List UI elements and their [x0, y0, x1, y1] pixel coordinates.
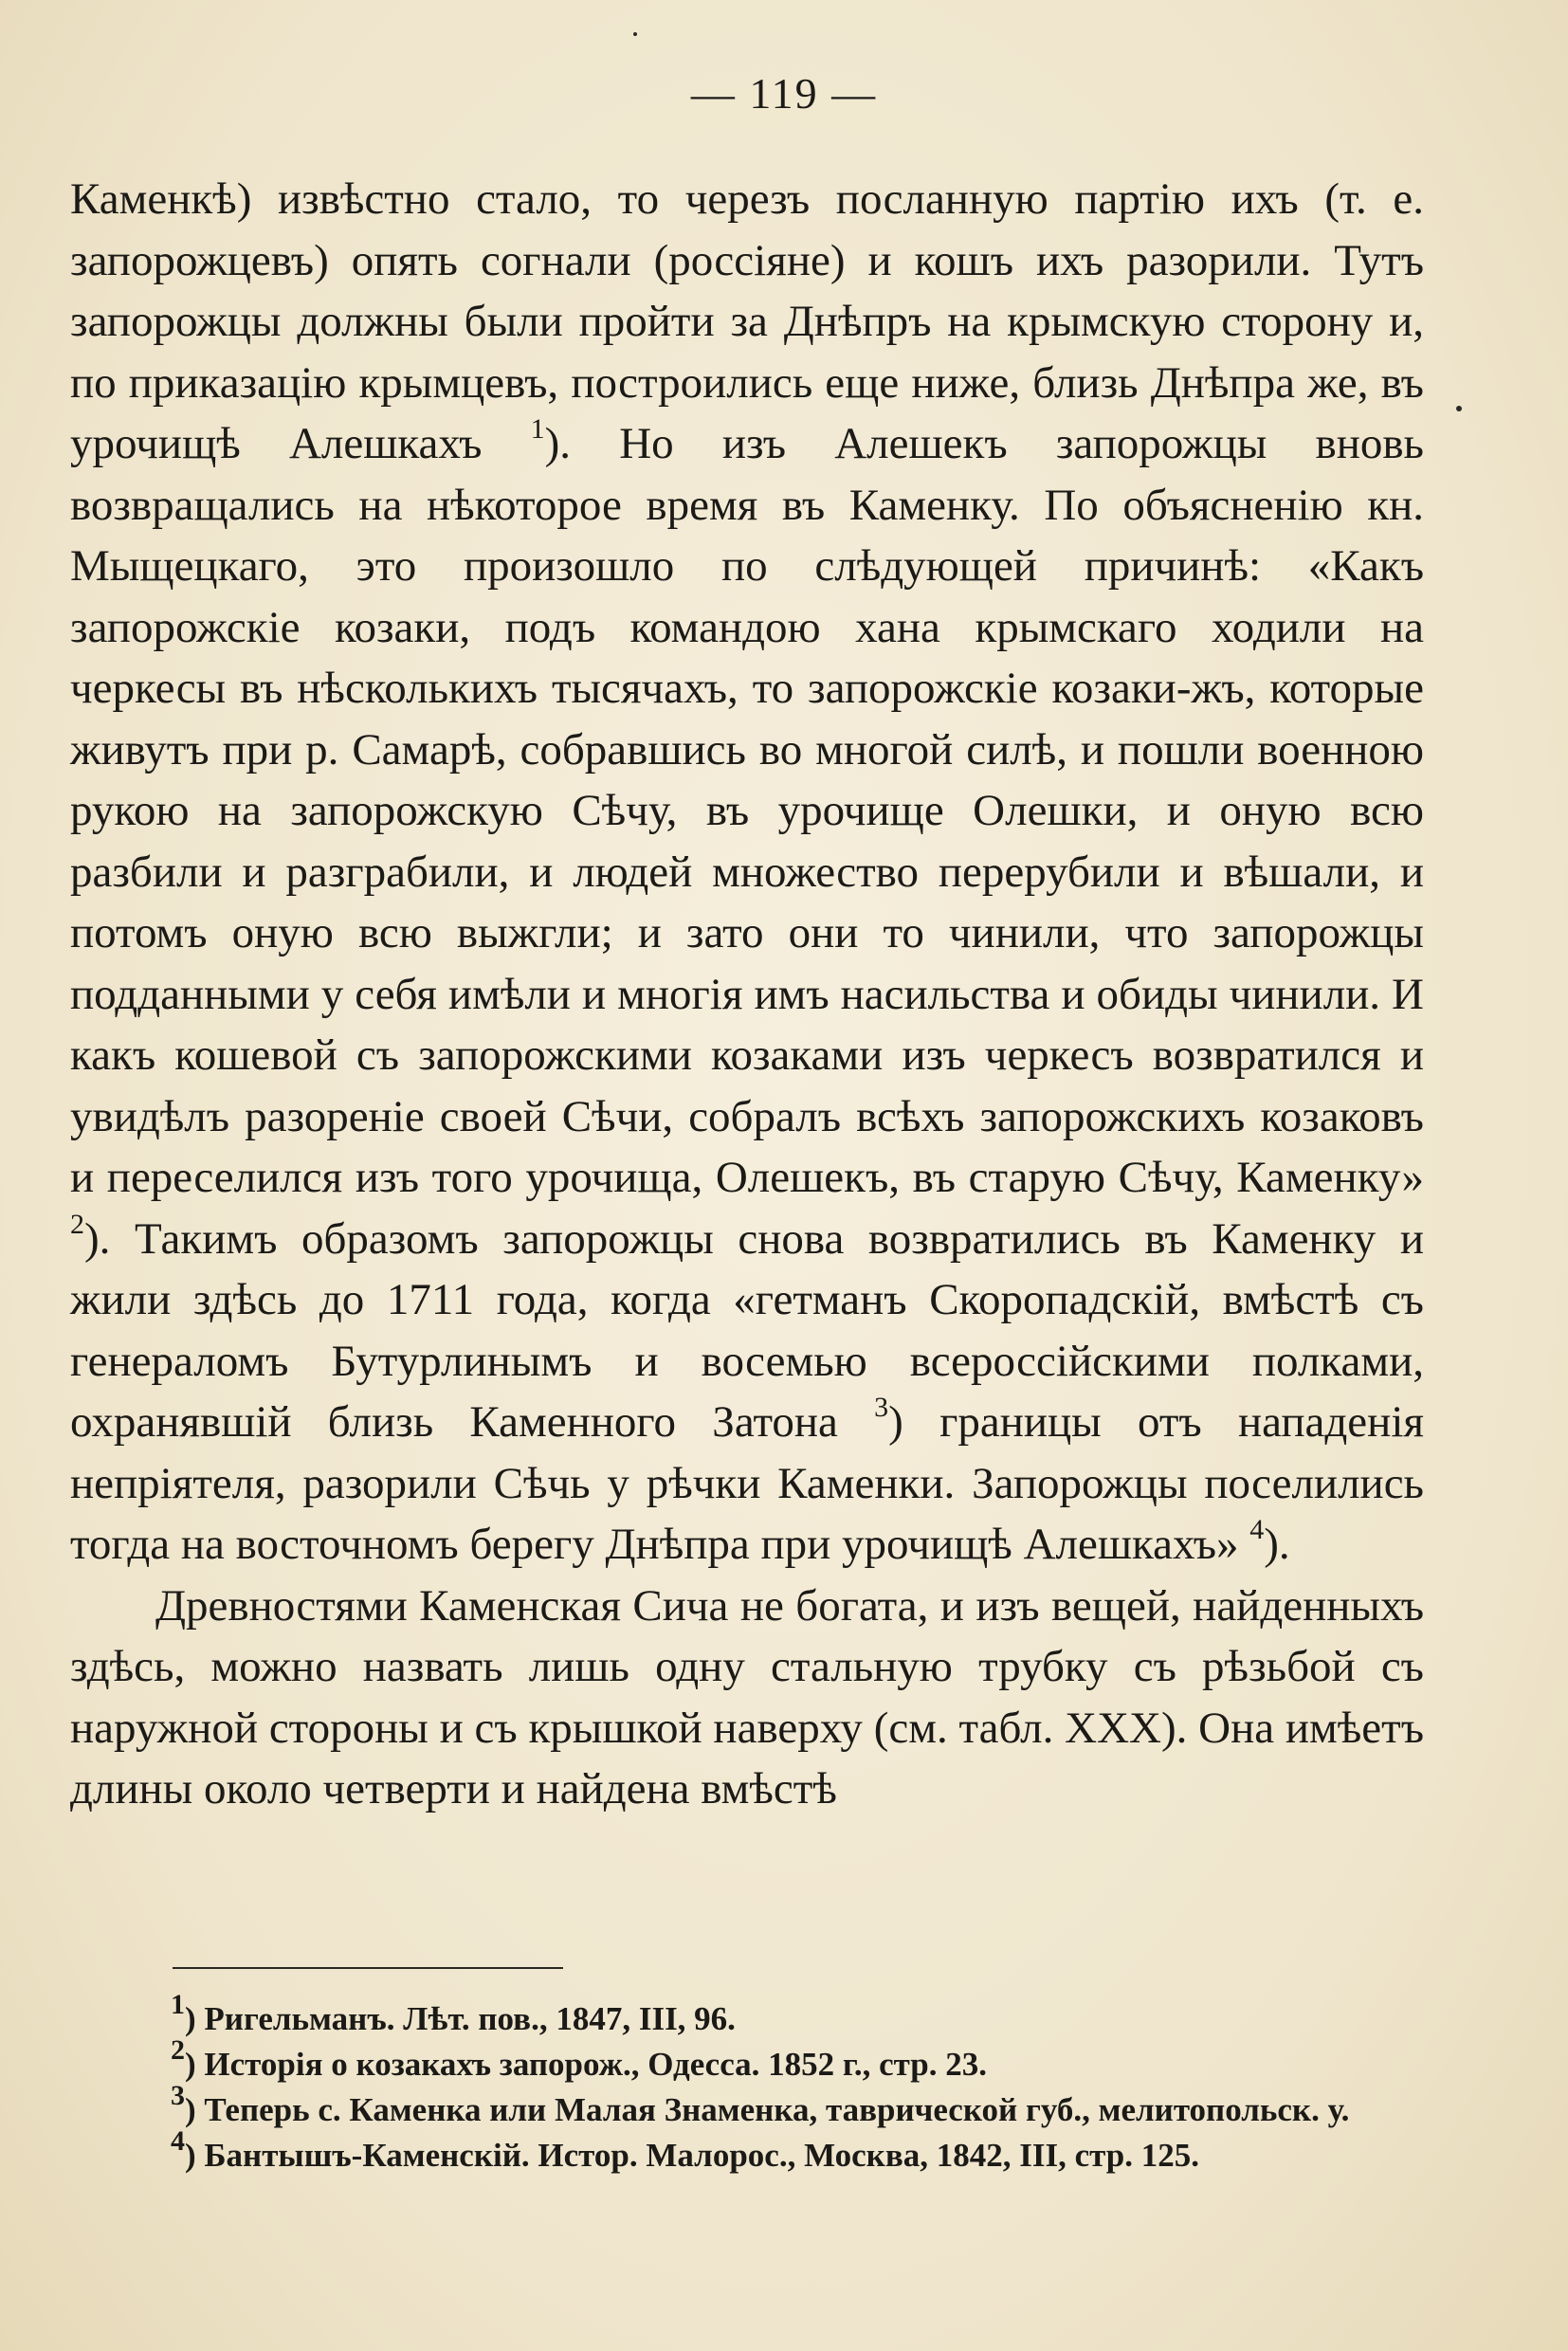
paragraph-1 [70, 169, 1424, 1576]
paragraph-1-part-4: ) границы отъ нападенія непріятеля, разорили Сѣчь у рѣчки Каменки. Запорожцы поселились тогда на восточномъ берегу Днѣпра при урочищѣ Алешкахъ» [70, 1397, 1424, 1569]
main-text [70, 169, 1424, 1820]
paragraph-1-part-3: ). Такимъ образомъ запорожцы снова возвратились въ Каменку и жили здѣсь до 1711 года, когда «гетманъ Скоропадскій, вмѣстѣ съ генераломъ Бутурлинымъ и восемью всероссійскими полками, охранявшій близь Каменного Затона [70, 1213, 1424, 1447]
footnote-ref-2: 2 [70, 1208, 84, 1240]
footnote-mark-3: 3 [171, 2080, 185, 2112]
footnote-mark-4: 4 [171, 2125, 185, 2158]
paragraph-2: Древностями Каменская Сича не богата, и изъ вещей, найденныхъ здѣсь, можно назвать лишь одну стальную трубку съ рѣзьбой съ наружной стороны и съ крышкой наверху (см. табл. XXX). Она имѣетъ длины около четверти и найдена вмѣстѣ [70, 1580, 1424, 1813]
footnote-text-2: ) Исторія о козакахъ запорож., Одесса. 1852 г., стр. 23. [185, 2046, 987, 2083]
paragraph-1-part-5: ). [1264, 1520, 1290, 1569]
footnote-text-3: ) Теперь с. Каменка или Малая Знаменка, таврической губ., мелитопольск. у. [185, 2091, 1350, 2128]
footnote-ref-4: 4 [1249, 1514, 1265, 1546]
page-number: — 119 — [690, 69, 878, 118]
paragraph-1-part-1: Каменкѣ) извѣстно стало, то черезъ посланную партію ихъ (т. е. запорожцевъ) опять согнали (россіяне) и кошъ ихъ разорили. Тутъ запорожцы должны были пройти за Днѣпръ на крымскую сторону и, по приказацію крымцевъ, построились еще ниже, близь Днѣпра же, въ урочищѣ Алешкахъ [70, 174, 1424, 468]
footnote-ref-3: 3 [874, 1392, 889, 1424]
paragraph-1-part-2: ). Но изъ Алешекъ запорожцы вновь возвращались на нѣкоторое время въ Каменку. По объясненію кн. Мыщецкаго, это произошло по слѣдующей причинѣ: «Какъ запорожскіе козаки, подъ командою хана крымскаго ходили на черкесы въ нѣсколькихъ тысячахъ, то запорожскіе козаки-жъ, которые живутъ при р. Самарѣ, собравшись во многой силѣ, и пошли военною рукою на запорожскую Сѣчу, въ урочище Олешки, и оную всю разбили и разграбили, и людей множество перерубили и вѣшали, и потомъ оную всю выжгли; и зато они то чинили, что запорожцы подданными у себя имѣли и многія имъ насильства и обиды чинили. И какъ кошевой съ запорожскими козаками изъ черкесъ возвратился и увидѣлъ разореніе своей Сѣчи, собралъ всѣхъ запорожскихъ козаковъ и переселился изъ того урочища, Олешекъ, въ старую Сѣчу, Каменку» [70, 419, 1424, 1202]
footnote-4 [83, 2125, 1422, 2178]
footnote-ref-1: 1 [530, 413, 545, 446]
footnote-separator [173, 1967, 563, 1969]
footnote-text-4: ) Бантышъ-Каменскій. Истор. Малорос., Москва, 1842, III, стр. 125. [185, 2137, 1199, 2174]
ink-speck [1456, 406, 1462, 411]
footnote-1 [83, 1989, 1422, 2042]
footnote-2 [83, 2034, 1422, 2087]
footnote-3 [83, 2080, 1422, 2133]
footnote-text-1: ) Ригельманъ. Лѣт. пов., 1847, III, 96. [185, 2000, 736, 2037]
ink-speck [633, 32, 637, 36]
footnotes [83, 1989, 1422, 2178]
footnote-mark-2: 2 [171, 2034, 185, 2067]
footnote-mark-1: 1 [171, 1989, 185, 2021]
